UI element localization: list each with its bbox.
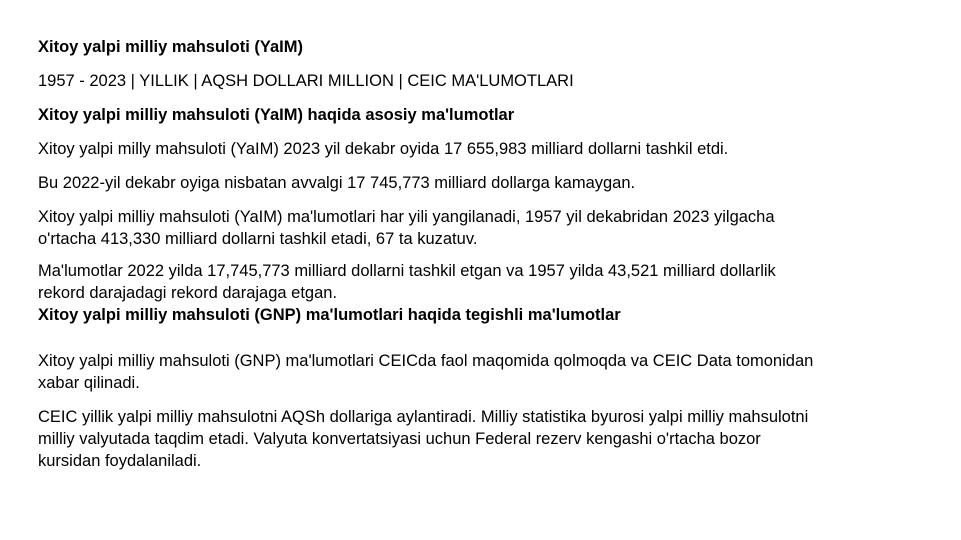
paragraph-record-line-1: Ma'lumotlar 2022 yilda 17,745,773 milliard dollarni tashkil etgan va 1957 yilda 43,521 milliard dollarlik [38,262,776,280]
paragraph-conversion-line-2: milliy valyutada taqdim etadi. Valyuta konvertatsiyasi uchun Federal rezerv kengashi o'rtacha bozor [38,430,761,448]
paragraph-conversion-line-1: CEIC yillik yalpi milliy mahsulotni AQSh dollariga aylantiradi. Milliy statistika byurosi yalpi milliy mahsulotni [38,408,809,426]
section-heading-related: Xitoy yalpi milliy mahsuloti (GNP) ma'lumotlari haqida tegishli ma'lumotlar [38,306,621,324]
paragraph-average [38,206,918,250]
paragraph-decrease: Bu 2022-yil dekabr oyiga nisbatan avvalgi 17 745,773 milliard dollarga kamaygan. [38,174,636,192]
paragraph-ceic-status-line-1: Xitoy yalpi milliy mahsuloti (GNP) ma'lumotlari CEICda faol maqomida qolmoqda va CEIC Data tomonidan [38,352,814,370]
paragraph-gdp-2023: Xitoy yalpi milly mahsuloti (YaIM) 2023 yil dekabr oyida 17 655,983 milliard dollarni tashkil etdi. [38,140,729,158]
paragraph-ceic-status [38,350,918,394]
paragraph-conversion [38,406,918,472]
paragraph-average-line-1: Xitoy yalpi milliy mahsuloti (YaIM) ma'lumotlari har yili yangilanadi, 1957 yil dekabridan 2023 yilgacha [38,208,775,226]
document-body [38,36,918,472]
section-heading-key-facts: Xitoy yalpi milliy mahsuloti (YaIM) haqida asosiy ma'lumotlar [38,106,515,124]
document-title: Xitoy yalpi milliy mahsuloti (YaIM) [38,38,303,56]
paragraph-conversion-line-3: kursidan foydalaniladi. [38,452,202,470]
paragraph-ceic-status-line-2: xabar qilinadi. [38,374,140,392]
meta-line: 1957 - 2023 | YILLIK | AQSH DOLLARI MILLION | CEIC MA'LUMOTLARI [38,72,574,90]
paragraph-record [38,260,918,304]
paragraph-record-line-2: rekord darajadagi rekord darajaga etgan. [38,284,338,302]
paragraph-average-line-2: o'rtacha 413,330 milliard dollarni tashkil etadi, 67 ta kuzatuv. [38,230,478,248]
